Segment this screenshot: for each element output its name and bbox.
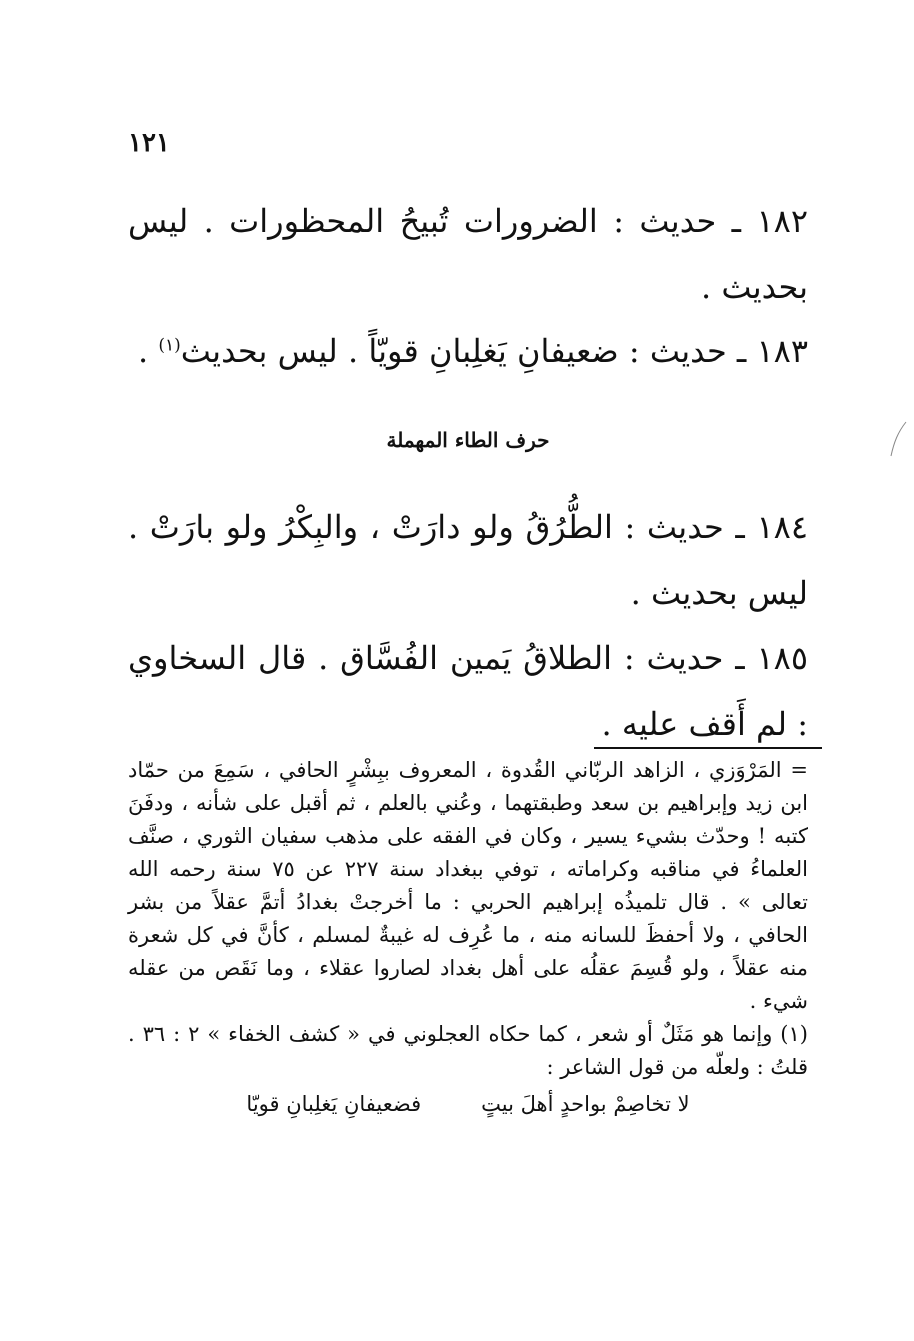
footnote-1: (١) وإنما هو مَثَلٌ أو شعر ، كما حكاه العجلوني في « كشف الخفاء » ٢ : ٣٦ . قلتُ : ولعلّه من قول الشاعر : [128,1022,808,1079]
verse-line [128,1088,808,1121]
entry-184: ١٨٤ ـ حديث : الطُّرُقُ ولو دارَتْ ، والبِكْرُ ولو بارَتْ . ليس بحديث . [128,508,808,612]
margin-pencil-mark [888,420,908,460]
entry-183-text: ١٨٣ ـ حديث : ضعيفانِ يَغلِبانِ قويّاً . ليس بحديث [180,332,808,370]
page-number: ١٢١ [128,128,170,158]
entry-182: ١٨٢ ـ حديث : الضرورات تُبيحُ المحظورات . ليس بحديث . [128,202,808,306]
entry-185: ١٨٥ ـ حديث : الطلاقُ يَمين الفُسَّاق . قال السخاوي : لم أَقف عليه . [128,639,809,743]
entry-183 [128,318,808,384]
footnote-continuation: = المَرْوَزي ، الزاهد الربّاني القُدوة ، المعروف ببِشْرٍ الحافي ، سَمِعَ من حمّاد ابن زيد وإبراهيم بن سعد وطبقتهما ، وعُني بالعلم ، ثم أقبل على شأنه ، ودفَنَ كتبه ! وحدّث بشيء يسير ، وكان في الفقه على مذهب سفيان الثوري ، صنَّف العلماءُ في مناقبه وكراماته ، توفي ببغداد سنة ٢٢٧ عن ٧٥ سنة رحمه الله تعالى » . قال تلميذُه إبراهيم الحربي : ما أخرجتْ بغدادُ أتمَّ عقلاً من بشر الحافي ، ولا أحفظَ للسانه منه ، ما عُرِف له غيبةٌ لمسلم ، كأنَّ في كل شعرة منه عقلاً ، ولو قُسِمَ عقلُه على أهل بغداد لصاروا عقلاء ، وما نَقَص من عقله شيء . [128,758,808,1013]
verse-first-hemistich: لا تخاصِمْ بواحدٍ أهلَ بيتٍ [481,1092,690,1116]
verse-second-hemistich: فضعيفانِ يَغلِبانِ قويّا [246,1092,422,1116]
section-heading: حرف الطاء المهملة [386,428,550,452]
footnote-divider [594,747,822,749]
entry-183-tail: . [137,332,159,370]
footnotes [128,754,808,1121]
footnote-marker-1: (١) [158,335,181,356]
